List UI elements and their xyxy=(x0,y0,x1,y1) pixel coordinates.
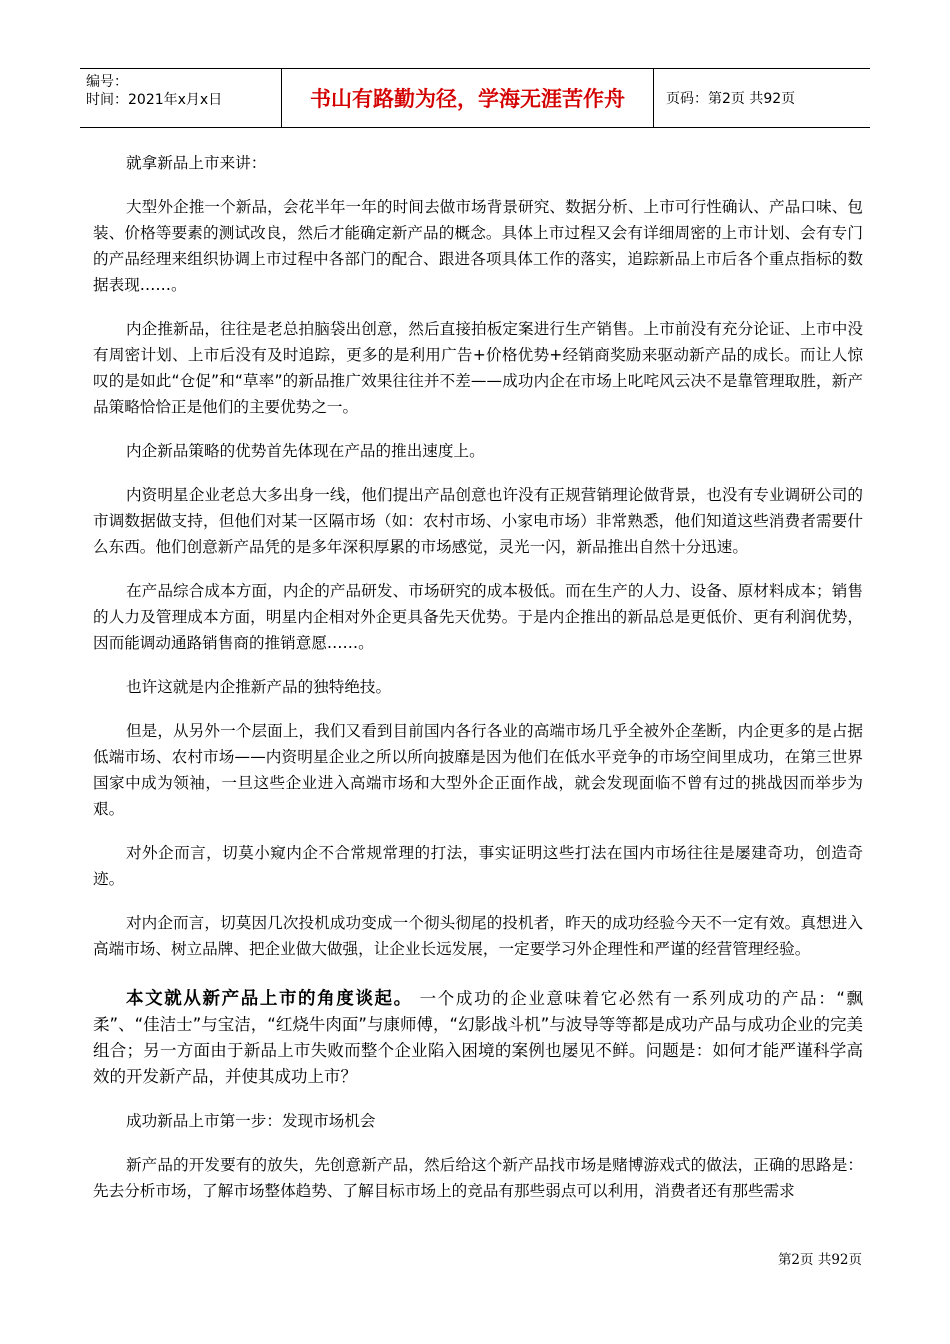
document-time-label: 时间：2021年x月x日 xyxy=(86,92,223,108)
paragraph: 就拿新品上市来讲： xyxy=(126,154,267,172)
intro-paragraph xyxy=(93,986,863,1090)
document-number-label: 编号： xyxy=(86,74,128,90)
paragraph: 但是，从另外一个层面上，我们又看到目前国内各行各业的高端市场几乎全被外企垄断，内企更多的是占据低端市场、农村市场——内资明星企业之所以所向披靡是因为他们在低水平竞争的市场空间里成功，在第三世界国家中成为领袖，一旦这些企业进入高端市场和大型外企正面作战，就会发现面临不曾有过的挑战因而举步为艰。 xyxy=(93,722,863,818)
paragraph: 也许这就是内企推新产品的独特绝技。 xyxy=(126,678,392,696)
intro-body: 一个成功的企业意味着它必然有一系列成功的产品：“飘柔”、“佳洁士”与宝洁，“红烧牛肉面”与康师傅，“幻影战斗机”与波导等等都是成功产品与成功企业的完美组合；另一方面由于新品上市失败而整个企业陷入困境的案例也屡见不鲜。问题是：如何才能严谨科学高效的开发新产品，并使其成功上市？ xyxy=(93,989,863,1086)
paragraph: 对内企而言，切莫因几次投机成功变成一个彻头彻尾的投机者，昨天的成功经验今天不一定有效。真想进入高端市场、树立品牌、把企业做大做强，让企业长远发展，一定要学习外企理性和严谨的经营管理经验。 xyxy=(93,914,863,958)
paragraph: 新产品的开发要有的放失，先创意新产品，然后给这个新产品找市场是赌博游戏式的做法，正确的思路是：先去分析市场，了解市场整体趋势、了解目标市场上的竞品有那些弱点可以利用，消费者还有那些需求 xyxy=(93,1156,863,1200)
paragraph: 大型外企推一个新品，会花半年一年的时间去做市场背景研究、数据分析、上市可行性确认、产品口味、包装、价格等要素的测试改良，然后才能确定新产品的概念。具体上市过程又会有详细周密的上市计划、会有专门的产品经理来组织协调上市过程中各部门的配合、跟进各项具体工作的落实，追踪新品上市后各个重点指标的数据表现……。 xyxy=(93,198,863,294)
header-page-number: 页码：第2页 共92页 xyxy=(666,91,796,107)
page-footer-number: 第2页 共92页 xyxy=(777,1252,862,1268)
header-meta xyxy=(80,69,282,127)
section-heading: 成功新品上市第一步：发现市场机会 xyxy=(126,1112,376,1130)
paragraph: 内企新品策略的优势首先体现在产品的推出速度上。 xyxy=(126,442,485,460)
paragraph: 在产品综合成本方面，内企的产品研发、市场研究的成本极低。而在生产的人力、设备、原材料成本；销售的人力及管理成本方面，明星内企相对外企更具备先天优势。于是内企推出的新品总是更低价、更有利润优势，因而能调动通路销售商的推销意愿……。 xyxy=(93,582,863,652)
intro-lead: 本文就从新产品上市的角度谈起。 xyxy=(126,989,413,1009)
paragraph: 对外企而言，切莫小窥内企不合常规常理的打法，事实证明这些打法在国内市场往往是屡建奇功，创造奇迹。 xyxy=(93,844,863,888)
paragraph: 内企推新品，往往是老总拍脑袋出创意，然后直接拍板定案进行生产销售。上市前没有充分论证、上市中没有周密计划、上市后没有及时追踪，更多的是利用广告+价格优势+经销商奖励来驱动新产品的成长。而让人惊叹的是如此“仓促”和“草率”的新品推广效果往往并不差——成功内企在市场上叱咤风云决不是靠管理取胜，新产品策略恰恰正是他们的主要优势之一。 xyxy=(93,320,863,416)
document-body xyxy=(93,150,863,1204)
paragraph: 内资明星企业老总大多出身一线，他们提出产品创意也许没有正规营销理论做背景，也没有专业调研公司的市调数据做支持，但他们对某一区隔市场（如：农村市场、小家电市场）非常熟悉，他们知道这些消费者需要什么东西。他们创意新产品凭的是多年深积厚累的市场感觉，灵光一闪，新品推出自然十分迅速。 xyxy=(93,486,863,556)
page-header xyxy=(80,68,870,128)
header-motto: 书山有路勤为径，学海无涯苦作舟 xyxy=(282,69,654,127)
